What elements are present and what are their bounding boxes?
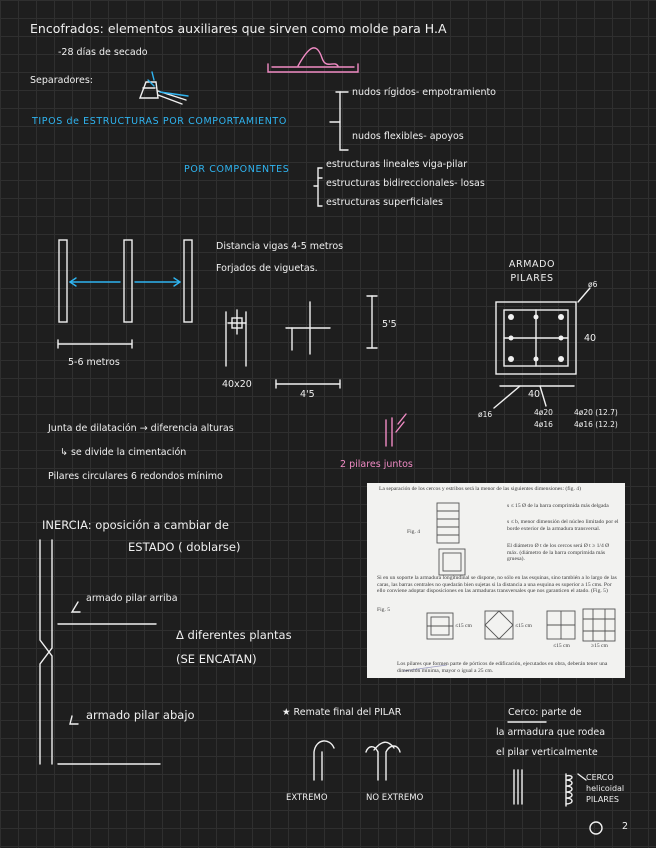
cerco-definition-2: la armadura que rodea xyxy=(496,727,606,738)
photo-dim-2: ≤15 cm xyxy=(515,623,532,629)
componentes-item-1: estructuras lineales viga-pilar xyxy=(326,159,468,170)
remate-title-text: Remate final del PILAR xyxy=(293,707,402,718)
dim-5-6-metros: 5-6 metros xyxy=(68,357,120,368)
nudos-flexibles-text: nudos flexibles- apoyos xyxy=(352,131,464,142)
junta-dilatacion-text: Junta de dilatación → diferencia alturas xyxy=(48,423,234,434)
distancia-vigas-text: Distancia vigas 4-5 metros xyxy=(216,241,344,252)
textbook-excerpt-image xyxy=(367,483,625,678)
cerco-definition-3: el pilar verticalmente xyxy=(496,747,598,758)
armado-pilar-abajo: armado pilar abajo xyxy=(86,708,195,722)
cerco-definition-1: Cerco: parte de xyxy=(508,707,582,718)
armado-pilares-title: ARMADO PILARES xyxy=(508,259,556,284)
area-2-label: 4ø16 (12.2) xyxy=(574,420,618,429)
remate-no-extremo-sketch xyxy=(366,742,400,780)
cuatro-phi20-label: 4ø20 xyxy=(534,408,553,417)
encofrados-definition: Encofrados: elementos auxiliares que sirven como molde para H.A xyxy=(30,21,447,36)
photo-fig5: Fig. 5 xyxy=(377,607,391,613)
cerco-bars-sketch xyxy=(514,770,522,804)
photo-fig4: Fig. 4 xyxy=(407,529,421,535)
diferentes-plantas: Δ diferentes plantas xyxy=(176,628,292,642)
dim-40-side: 40 xyxy=(584,333,597,344)
forjados-text: Forjados de viguetas. xyxy=(216,263,318,274)
se-encatan: (SE ENCATAN) xyxy=(176,652,257,666)
secado-note: -28 días de secado xyxy=(58,47,148,58)
area-1-label: 4ø20 (12.7) xyxy=(574,408,618,417)
photo-rule-2: s ≤ b, menor dimensión del núcleo limitado por el borde exterior de la armadura transversal. xyxy=(507,519,619,532)
photo-dim-1: ≤15 cm xyxy=(455,623,472,629)
remate-extremo-sketch xyxy=(314,741,334,780)
separadores-label: Separadores: xyxy=(30,75,93,86)
armado-pilar-arriba: armado pilar arriba xyxy=(86,593,178,604)
pilares-circulares-text: Pilares circulares 6 redondos mínimo xyxy=(48,471,223,482)
photo-dim-4: ≥15 cm xyxy=(591,643,608,649)
remate-title xyxy=(282,706,401,720)
dim-5-5: 5'5 xyxy=(382,319,397,330)
distancia-arrows xyxy=(70,278,180,286)
componentes-item-3: estructuras superficiales xyxy=(326,197,443,208)
star-icon: ★ xyxy=(282,707,294,718)
photo-intro: La separación de los cercos y estribos será la menor de las siguientes dimensiones: (fig. 4) xyxy=(379,486,581,492)
bottom-number: 2 xyxy=(622,821,629,832)
photo-rule-1: s ≤ 15 Ø de la barra comprimida más delgada xyxy=(507,503,609,509)
dim-4-5: 4'5 xyxy=(300,389,315,400)
seccion-vigueta-sketch xyxy=(226,310,246,366)
photo-rule-3: El diámetro Ø t de los cercos será Ø t ≥ 1/4 Ø máx. (diámetro de la barra comprimida más gruesa). xyxy=(507,543,610,563)
dim-40-bottom: 40 xyxy=(528,389,541,400)
por-componentes-title: POR COMPONENTES xyxy=(184,164,290,175)
photo-footer: Los pilares que formen parte de pórticos de edificación, ejecutados en obra, deberán tener una dimensión mínima, mayor o igual a 25 cm. xyxy=(397,661,608,674)
photo-dim-3: ≤15 cm xyxy=(553,643,570,649)
dim-phi6: ø6 xyxy=(588,280,598,289)
cerco-helicoidal-label: CERCO helicoidal PILARES xyxy=(586,773,625,804)
pilares-juntos-text: 2 pilares juntos xyxy=(340,459,413,470)
dim-40x20: 40x20 xyxy=(222,379,252,390)
no-extremo-label: NO EXTREMO xyxy=(366,793,424,803)
phi16-label: ø16 xyxy=(478,410,493,419)
cerco-helicoidal-sketch xyxy=(566,774,572,806)
cimentacion-text: ↳ se divide la cimentación xyxy=(60,447,187,458)
tipos-estructuras-title: TIPOS de ESTRUCTURAS POR COMPORTAMIENTO xyxy=(32,116,287,127)
encofrado-sketch xyxy=(268,48,358,72)
componentes-item-2: estructuras bidireccionales- losas xyxy=(326,178,485,189)
inercia-title: INERCIA: oposición a cambiar de xyxy=(42,518,229,532)
extremo-label: EXTREMO xyxy=(286,793,328,803)
photo-paragraph: Si en un soporte la armadura longitudinal se dispone, no sólo en las esquinas, sino también a lo largo de las caras, las barras centrales no quedarán bien sujetas si la distancia a una esquina es superior a 15 cms. Por ello conviene adoptar disposiciones en las armaduras transversales que nos garanticen el atado. (Fig. 5) xyxy=(377,575,617,595)
inercia-subtitle: ESTADO ( doblarse) xyxy=(128,540,241,554)
phi16b-label: 4ø16 xyxy=(534,420,553,429)
pilares-juntos-sketch xyxy=(386,414,406,446)
armado-pilar-lines xyxy=(40,540,160,764)
pilares-sketch xyxy=(59,240,192,322)
nudos-rigidos-text: nudos rígidos- empotramiento xyxy=(352,87,496,98)
